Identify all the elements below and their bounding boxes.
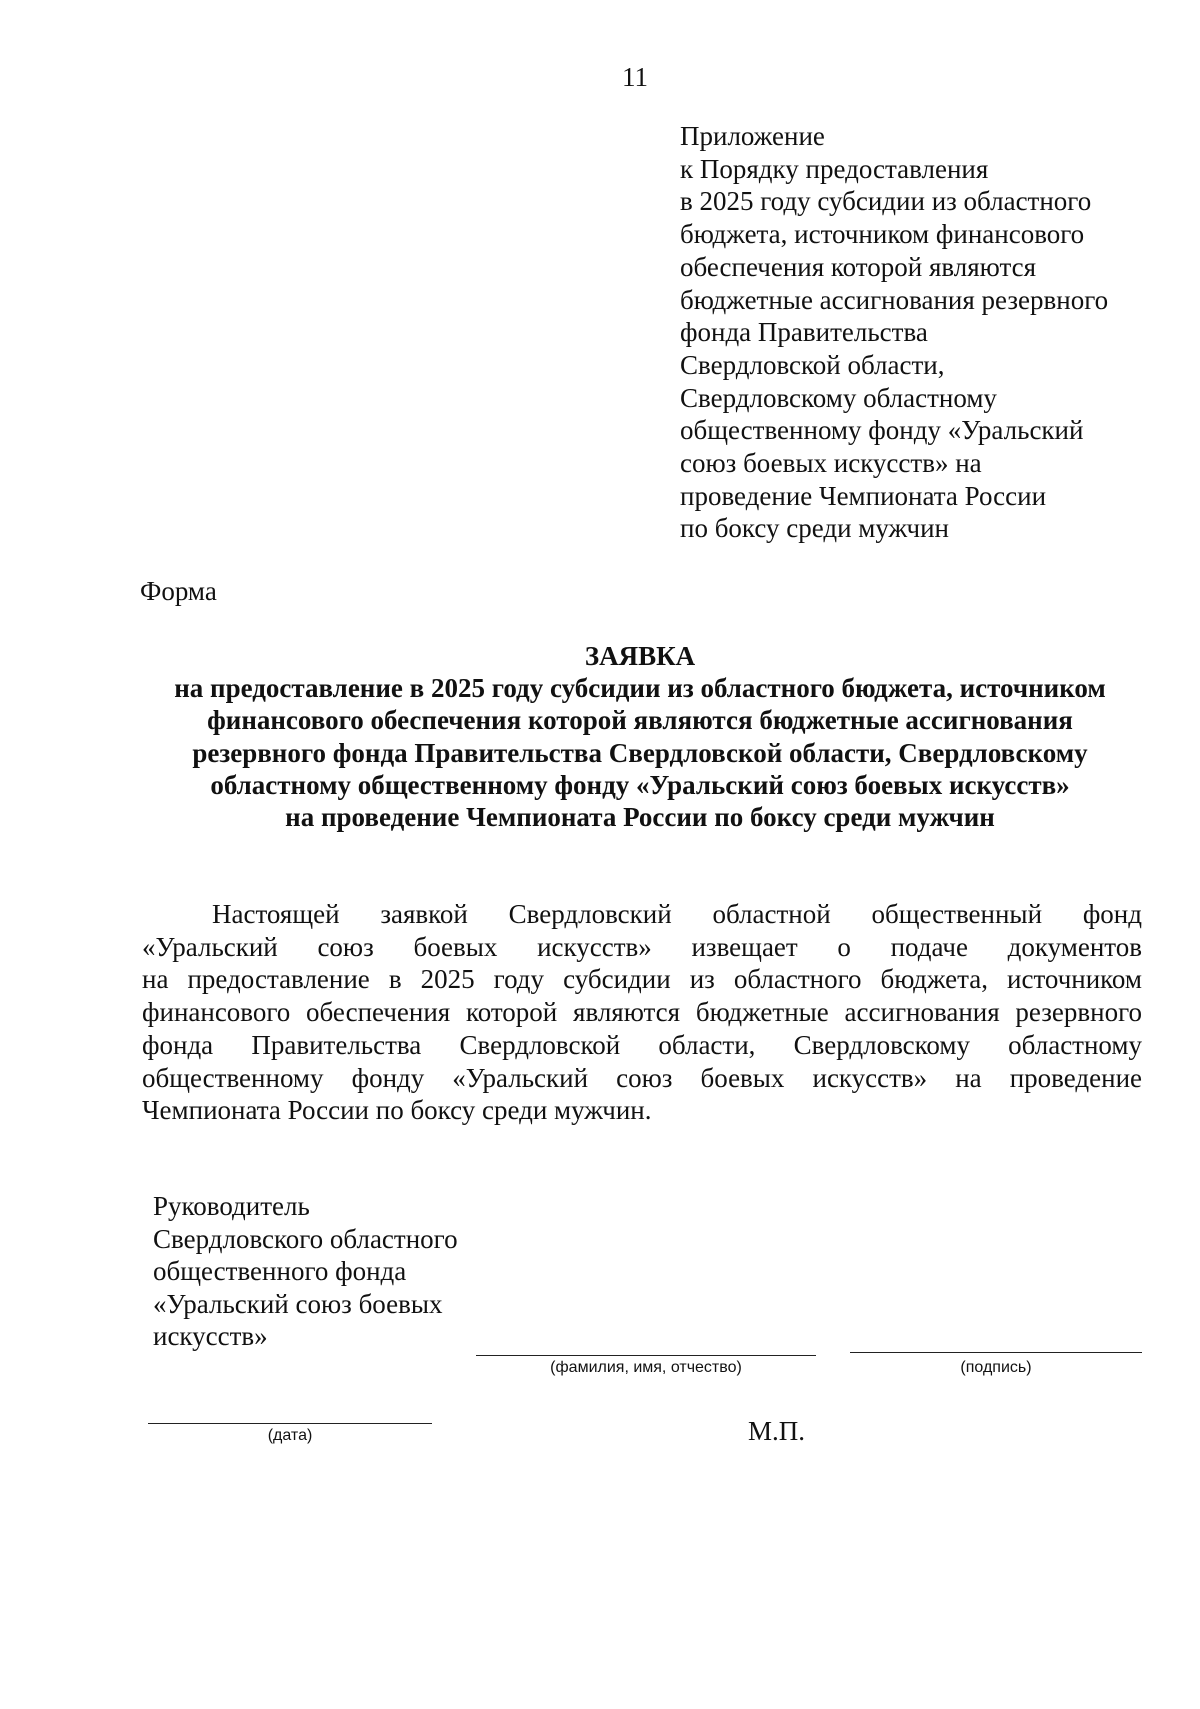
signature-caption: (подпись) — [960, 1359, 1032, 1376]
signatory-block — [153, 1190, 513, 1353]
body-line: на предоставление в 2025 году субсидии из областного бюджета, источником — [142, 964, 1142, 995]
signatory-line: Руководитель — [153, 1191, 310, 1221]
full-name-caption: (фамилия, имя, отчество) — [550, 1359, 742, 1376]
body-line: фонда Правительства Свердловской области, Свердловскому областному — [142, 1029, 1142, 1060]
appendix-line: Свердловскому областному — [680, 382, 997, 413]
date-caption: (дата) — [267, 1427, 313, 1444]
body-line: общественному фонду «Уральский союз боевых искусств» на проведение — [142, 1062, 1142, 1093]
signatory-line: Свердловского областного — [153, 1223, 458, 1254]
body-line: Настоящей заявкой Свердловский областной общественный фонд — [212, 899, 1142, 929]
date-line — [148, 1423, 432, 1424]
appendix-line: по боксу среди мужчин — [680, 513, 949, 544]
appendix-line: союз боевых искусств» на — [680, 448, 982, 479]
appendix-line: фонда Правительства — [680, 317, 928, 348]
stamp-label: М.П. — [748, 1416, 806, 1446]
title-line: на проведение Чемпионата России по боксу среди мужчин — [285, 802, 995, 833]
form-label: Форма — [140, 576, 217, 606]
appendix-line: проведение Чемпионата России — [680, 480, 1047, 511]
appendix-line: общественному фонду «Уральский — [680, 415, 1084, 446]
appendix-block — [680, 120, 1160, 545]
appendix-line: Приложение — [680, 121, 825, 151]
appendix-line: бюджета, источником финансового — [680, 219, 1085, 250]
appendix-line: обеспечения которой являются — [680, 251, 1036, 282]
title-line: резервного фонда Правительства Свердловской области, Свердловскому — [192, 737, 1088, 768]
appendix-line: Свердловской области, — [680, 349, 945, 380]
title-line: финансового обеспечения которой являются бюджетные ассигнования — [207, 705, 1073, 736]
signatory-line: «Уральский союз боевых — [153, 1288, 443, 1319]
appendix-line: в 2025 году субсидии из областного — [680, 186, 1092, 217]
body-line: Чемпионата России по боксу среди мужчин. — [142, 1095, 652, 1126]
signature-line — [850, 1352, 1142, 1353]
signatory-line: общественного фонда — [153, 1256, 407, 1287]
title-heading: ЗАЯВКА — [584, 641, 696, 671]
full-name-line — [476, 1355, 816, 1356]
body-line: «Уральский союз боевых искусств» извещает о подаче документов — [142, 931, 1142, 962]
body-line: финансового обеспечения которой являются бюджетные ассигнования резервного — [142, 997, 1142, 1028]
title-line: областному общественному фонду «Уральский союз боевых искусств» — [210, 769, 1070, 800]
title-line: на предоставление в 2025 году субсидии из областного бюджета, источником — [174, 673, 1106, 704]
body-paragraph — [142, 898, 1142, 1127]
appendix-line: к Порядку предоставления — [680, 153, 989, 184]
appendix-line: бюджетные ассигнования резервного — [680, 284, 1109, 315]
page-number: 11 — [622, 62, 648, 92]
signatory-line: искусств» — [153, 1321, 268, 1352]
document-title — [120, 640, 1160, 833]
